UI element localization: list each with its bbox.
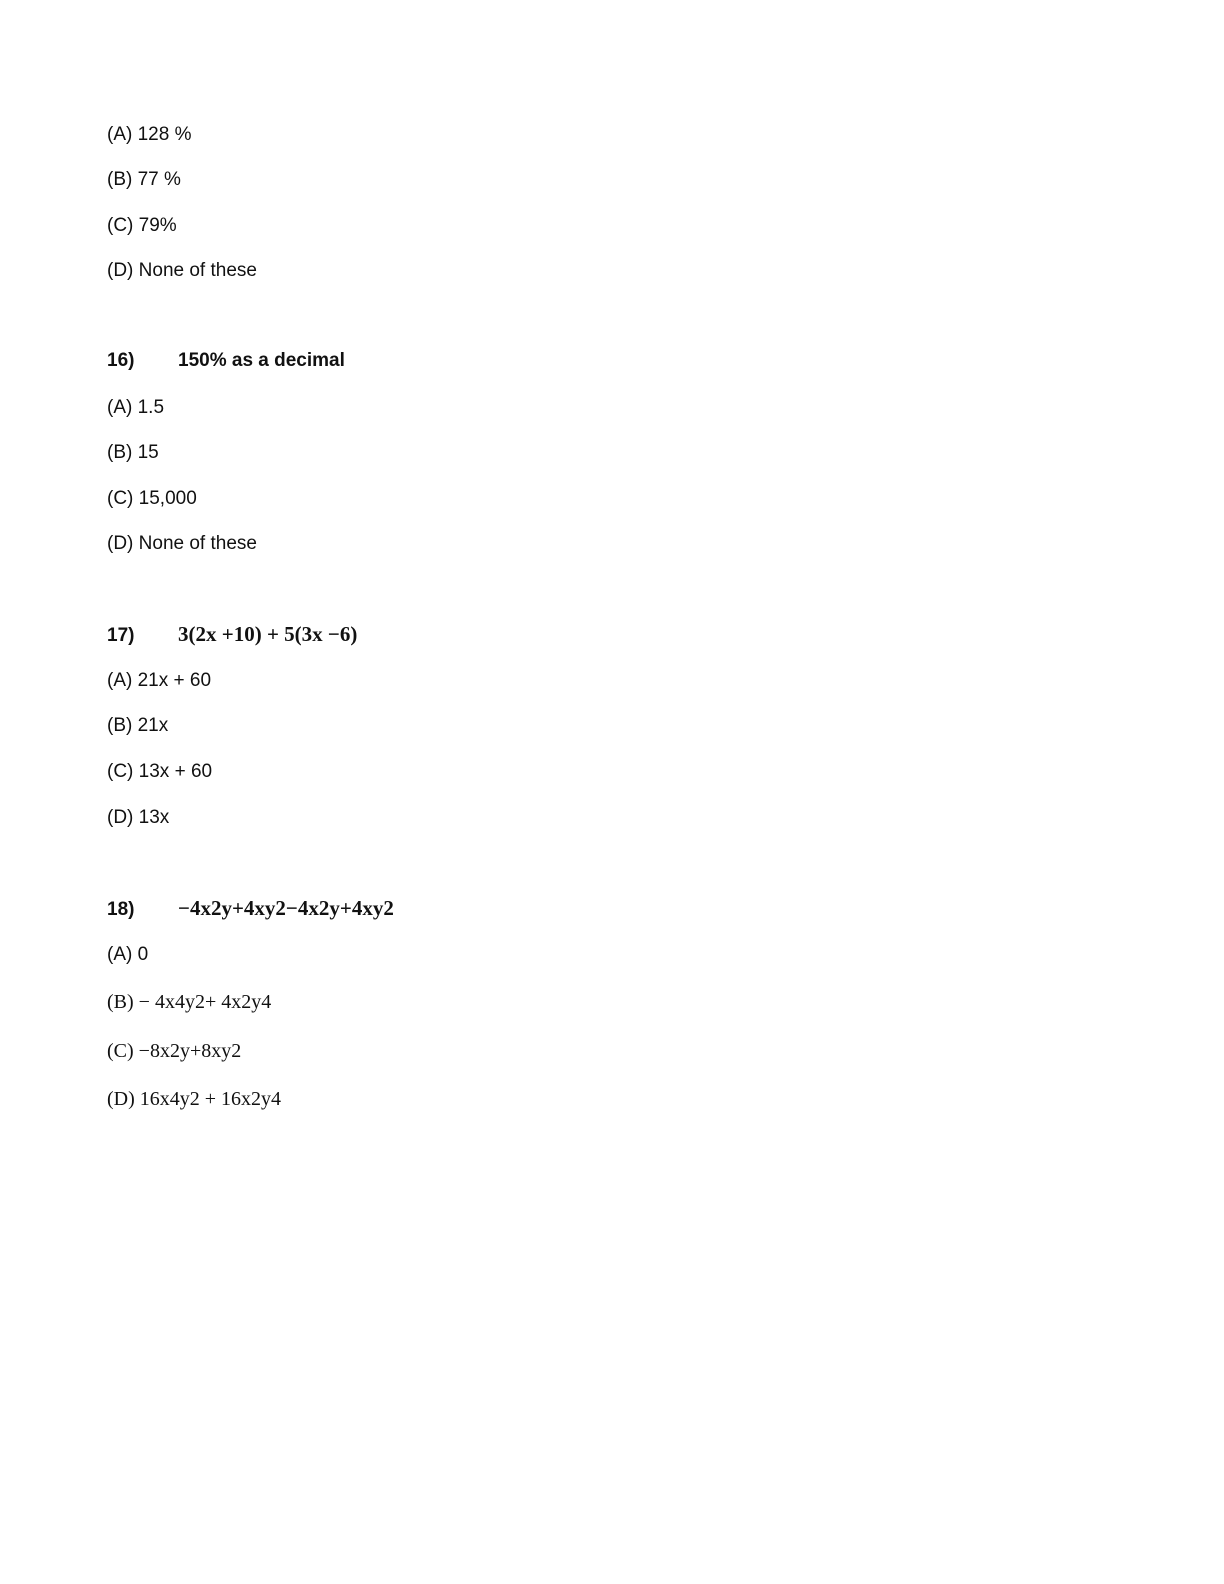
q15-option-a: (A) 128 %	[107, 124, 192, 145]
question-prompt: 150% as a decimal	[178, 350, 345, 371]
question-prompt: −4x2y+4xy2−4x2y+4xy2	[178, 896, 394, 920]
q18-option-c: (C) −8x2y+8xy2	[107, 1040, 242, 1062]
q15-option-d: (D) None of these	[107, 260, 257, 281]
q15-option-c: (C) 79%	[107, 215, 177, 236]
question-number: 17)	[107, 625, 135, 646]
q17-option-b: (B) 21x	[107, 715, 169, 736]
q16-option-d: (D) None of these	[107, 533, 257, 554]
question-prompt: 3(2x +10) + 5(3x −6)	[178, 622, 358, 646]
q15-option-b: (B) 77 %	[107, 169, 181, 190]
q18-option-b: (B) − 4x4y2+ 4x2y4	[107, 991, 272, 1013]
q16-option-c: (C) 15,000	[107, 488, 197, 509]
question-16	[107, 350, 345, 372]
question-18	[107, 897, 394, 921]
question-17	[107, 623, 357, 647]
q16-option-a: (A) 1.5	[107, 397, 165, 418]
q16-option-b: (B) 15	[107, 442, 159, 463]
q18-option-a: (A) 0	[107, 944, 149, 965]
q17-option-a: (A) 21x + 60	[107, 670, 212, 691]
q17-option-d: (D) 13x	[107, 807, 170, 828]
q18-option-d: (D) 16x4y2 + 16x2y4	[107, 1088, 282, 1110]
question-number: 16)	[107, 350, 135, 371]
q17-option-c: (C) 13x + 60	[107, 761, 213, 782]
question-number: 18)	[107, 899, 135, 920]
